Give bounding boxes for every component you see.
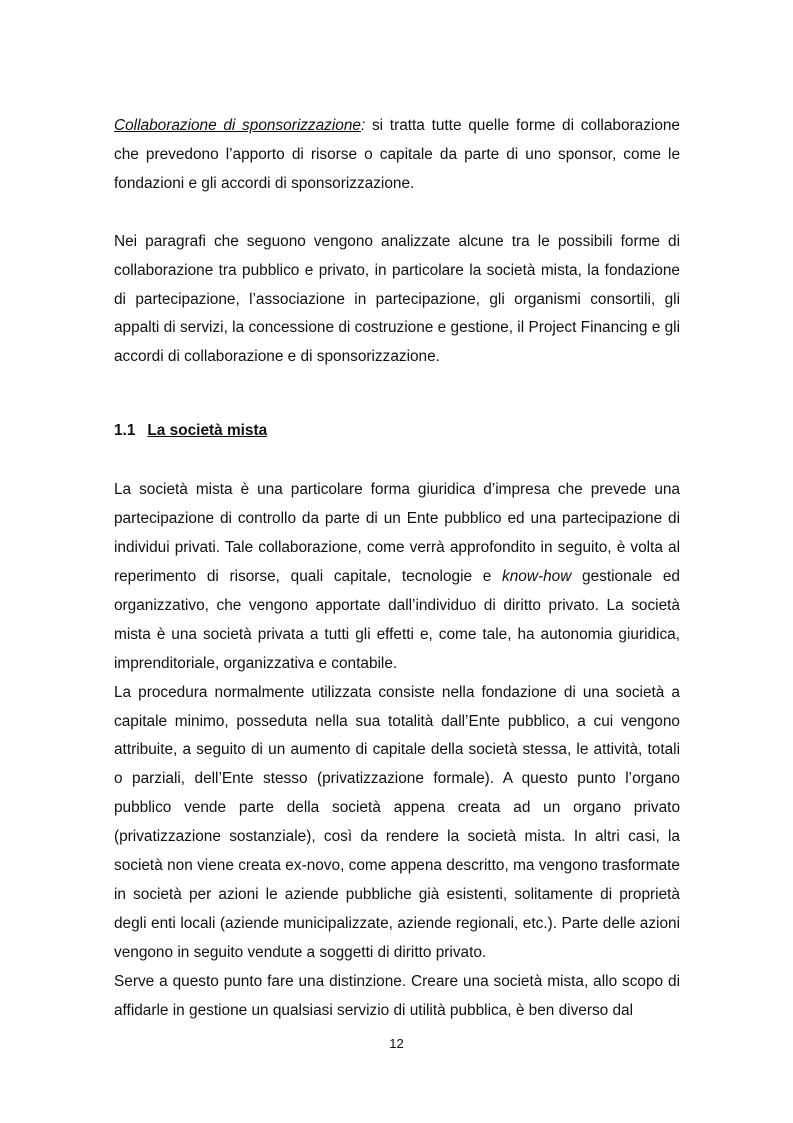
intro-paragraph — [114, 112, 680, 199]
term-colon: : — [360, 117, 366, 134]
section-title: La società mista — [147, 422, 268, 440]
intro-text: si tratta tutte quelle forme di collaborazione che prevedono l’apporto di risorse o capitale da parte di uno sponsor, come le fondazioni e gli accordi di sponsorizzazione. — [114, 117, 680, 192]
page-body — [114, 112, 680, 1025]
overview-paragraph: Nei paragrafi che seguono vengono analizzate alcune tra le possibili forme di collaborazione tra pubblico e privato, in particolare la società mista, la fondazione di partecipazione, l’associazione in partecipazione, gli organismi consortili, gli appalti di servizi, la concessione di costruzione e gestione, il Project Financing e gli accordi di collaborazione e di sponsorizzazione. — [114, 232, 680, 366]
page-number: 12 — [389, 1036, 404, 1051]
paragraph-1-end: gestionale ed organizzativo, che vengono apportate dall’individuo di diritto privato. La società mista è una società privata a tutti gli effetti e, come tale, ha autonomia giuridica, imprenditoriale, organizzativa e contabile. — [114, 567, 680, 672]
paragraph-1-start: La società mista è una particolare forma giuridica d’impresa che prevede una partecipazione di controllo da parte di un Ente pubblico ed una partecipazione di individui privati. Tale collaborazione, come verrà approfondito in seguito, è volta al reperimento di risorse, quali capitale, tecnologie e — [114, 481, 680, 585]
section-number: 1.1 — [114, 422, 136, 440]
know-how-emphasis: know-how — [502, 567, 572, 585]
sponsorship-term: Collaborazione di sponsorizzazione — [114, 117, 361, 134]
section-heading — [114, 417, 680, 445]
section-paragraph-2: La procedura normalmente utilizzata consiste nella fondazione di una società a capitale minimo, posseduta nella sua totalità dall’Ente pubblico, a cui vengono attribuite, a seguito di un aumento di capitale della società stessa, le attività, totali o parziali, dell’Ente stesso (privatizzazione formale). A questo punto l’organo pubblico vende parte della società appena creata ad un organo privato (privatizzazione sostanziale), così da rendere la società mista. In altri casi, la società non viene creata ex-novo, come appena descritto, ma vengono trasformate in società per azioni le aziende pubbliche già esistenti, solitamente di proprietà degli enti locali (aziende municipalizzate, aziende regionali, etc.). Parte delle azioni vengono in seguito vendute a soggetti di diritto privato. — [114, 683, 680, 961]
section-paragraph-3: Serve a questo punto fare una distinzione. Creare una società mista, allo scopo di affidarle in gestione un qualsiasi servizio di utilità pubblica, è ben diverso dal — [114, 972, 680, 1019]
section-paragraph-1 — [114, 476, 680, 678]
